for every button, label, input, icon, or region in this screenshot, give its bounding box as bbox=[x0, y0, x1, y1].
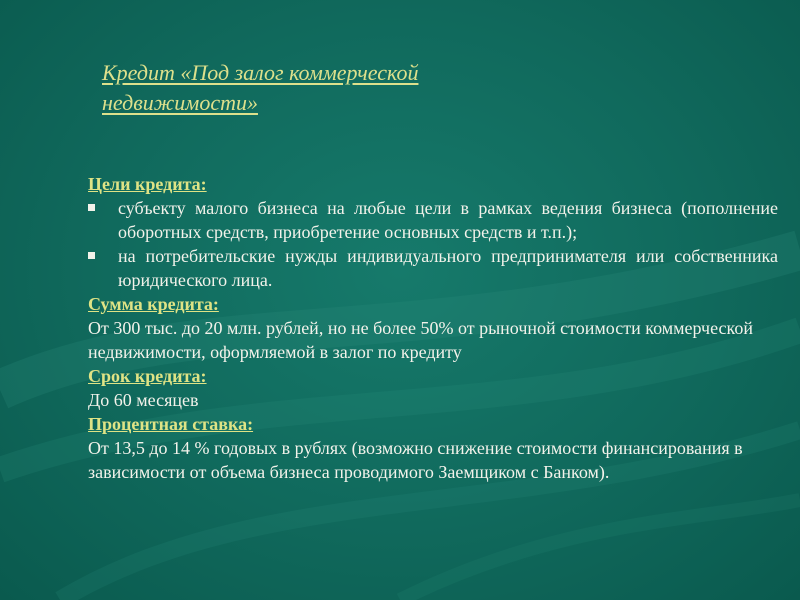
slide-content bbox=[88, 172, 778, 484]
term-text: До 60 месяцев bbox=[88, 390, 199, 410]
list-item bbox=[88, 244, 778, 292]
purpose-heading: Цели кредита: bbox=[88, 174, 207, 194]
square-bullet-icon bbox=[88, 204, 95, 211]
square-bullet-icon bbox=[88, 252, 95, 259]
rate-heading: Процентная ставка: bbox=[88, 414, 254, 434]
amount-text: От 300 тыс. до 20 млн. рублей, но не более 50% от рыночной стоимости коммерческой недвижимости, оформляемой в залог по кредиту bbox=[88, 318, 753, 362]
list-item-text: субъекту малого бизнеса на любые цели в рамках ведения бизнеса (пополнение оборотных средств, приобретение основных средств и т.п.); bbox=[118, 198, 778, 242]
list-item-text: на потребительские нужды индивидуального предпринимателя или собственника юридического лица. bbox=[118, 246, 778, 290]
purpose-list bbox=[88, 196, 778, 292]
slide-title: Кредит «Под залог коммерческой недвижимости» bbox=[102, 60, 419, 115]
list-item bbox=[88, 196, 778, 244]
amount-heading: Сумма кредита: bbox=[88, 294, 219, 314]
rate-text: От 13,5 до 14 % годовых в рублях (возможно снижение стоимости финансирования в зависимости от объема бизнеса проводимого Заемщиком с Банком). bbox=[88, 438, 743, 482]
term-heading: Срок кредита: bbox=[88, 366, 207, 386]
